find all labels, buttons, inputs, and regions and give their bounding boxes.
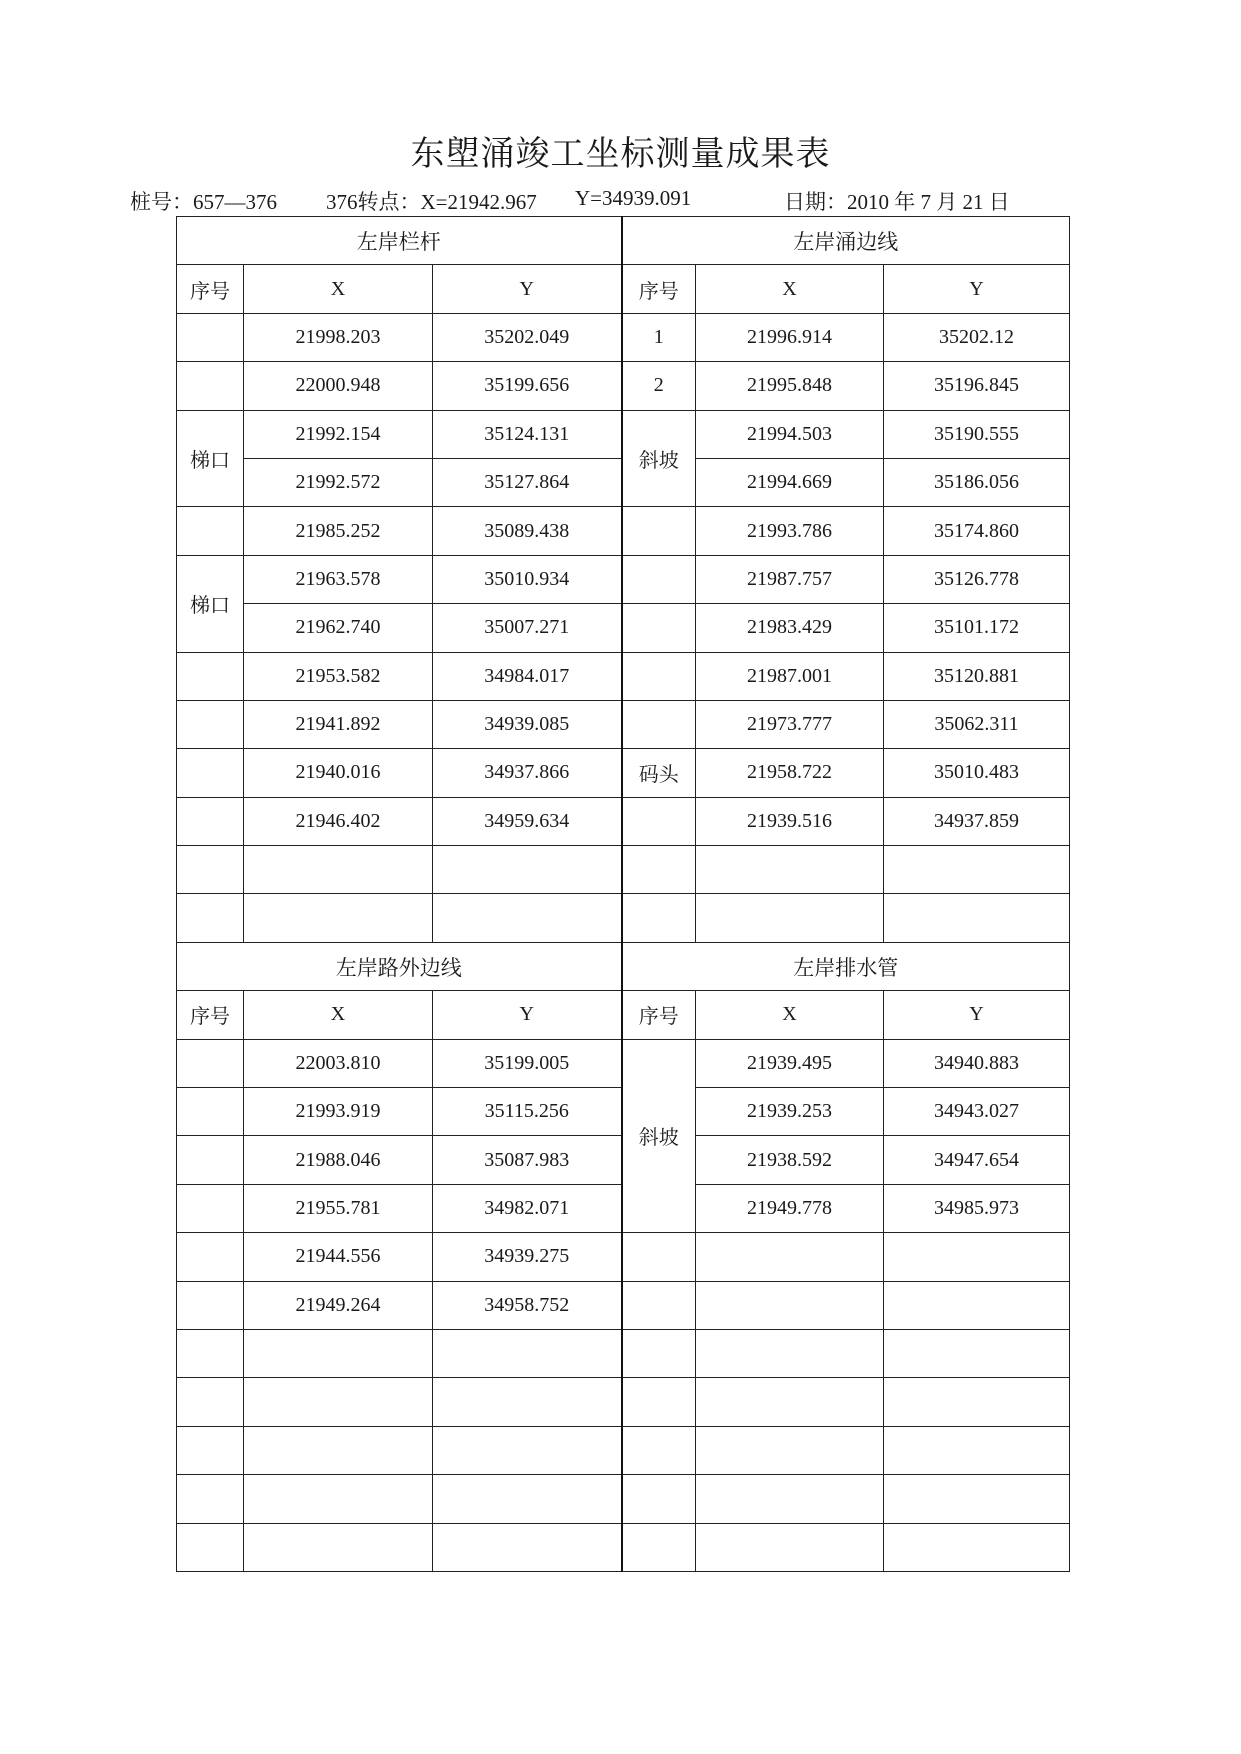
seq-cell: 梯口 (177, 410, 244, 507)
table-row (177, 362, 1070, 410)
y-cell: 34985.973 (884, 1184, 1070, 1232)
y-cell (884, 1329, 1070, 1377)
seq-cell: 梯口 (177, 555, 244, 652)
y-cell (433, 1329, 622, 1377)
x-cell: 21958.722 (696, 749, 884, 797)
column-header-row (177, 991, 1070, 1039)
column-header-seq: 序号 (622, 991, 696, 1039)
seq-cell (177, 1329, 244, 1377)
y-cell: 35199.656 (433, 362, 622, 410)
seq-cell (622, 1426, 696, 1474)
seq-cell (177, 1039, 244, 1087)
column-header-x: X (244, 265, 433, 313)
turn-point-x: 376转点：X=21942.967 (326, 190, 537, 214)
survey-results-table (176, 216, 1070, 1572)
x-cell: 21994.503 (696, 410, 884, 458)
table-row (177, 1233, 1070, 1281)
seq-cell (622, 1233, 696, 1281)
y-cell: 34947.654 (884, 1136, 1070, 1184)
y-cell: 34939.085 (433, 700, 622, 748)
x-cell: 21994.669 (696, 458, 884, 506)
y-cell: 35186.056 (884, 458, 1070, 506)
column-header-y: Y (433, 991, 622, 1039)
y-cell (433, 1426, 622, 1474)
section-title-left-drain-pipe: 左岸排水管 (622, 942, 1070, 990)
y-cell (884, 1281, 1070, 1329)
table-row (177, 894, 1070, 942)
y-cell: 35199.005 (433, 1039, 622, 1087)
seq-cell: 斜坡 (622, 1039, 696, 1233)
x-cell: 22000.948 (244, 362, 433, 410)
x-cell (696, 1378, 884, 1426)
seq-cell (177, 1088, 244, 1136)
seq-cell (622, 797, 696, 845)
seq-cell: 1 (622, 313, 696, 361)
seq-cell (177, 749, 244, 797)
seq-cell: 斜坡 (622, 410, 696, 507)
x-cell (696, 1281, 884, 1329)
y-cell: 35126.778 (884, 555, 1070, 603)
y-cell: 35087.983 (433, 1136, 622, 1184)
y-cell: 35202.12 (884, 313, 1070, 361)
x-cell: 22003.810 (244, 1039, 433, 1087)
x-cell: 21944.556 (244, 1233, 433, 1281)
x-cell (696, 1426, 884, 1474)
table-row (177, 313, 1070, 361)
column-header-y: Y (884, 991, 1070, 1039)
x-cell (696, 1523, 884, 1571)
y-cell (884, 894, 1070, 942)
x-cell (244, 846, 433, 894)
seq-cell (177, 1281, 244, 1329)
table-row (177, 555, 1070, 603)
column-header-y: Y (884, 265, 1070, 313)
x-cell: 21973.777 (696, 700, 884, 748)
y-cell: 35202.049 (433, 313, 622, 361)
x-cell: 21987.001 (696, 652, 884, 700)
seq-cell (177, 1184, 244, 1232)
y-cell (884, 846, 1070, 894)
x-cell (244, 1378, 433, 1426)
seq-cell (177, 362, 244, 410)
seq-cell (177, 1136, 244, 1184)
table-row (177, 1523, 1070, 1571)
seq-cell: 码头 (622, 749, 696, 797)
seq-cell (622, 1475, 696, 1523)
y-cell (884, 1426, 1070, 1474)
x-cell: 21939.495 (696, 1039, 884, 1087)
y-cell: 34937.866 (433, 749, 622, 797)
x-cell (696, 846, 884, 894)
pile-number: 桩号：657—376 (130, 190, 277, 214)
x-cell (244, 1475, 433, 1523)
seq-cell (177, 1475, 244, 1523)
y-cell: 35127.864 (433, 458, 622, 506)
seq-cell (622, 507, 696, 555)
x-cell (696, 1233, 884, 1281)
table-row (177, 1329, 1070, 1377)
y-cell: 34982.071 (433, 1184, 622, 1232)
x-cell: 21949.778 (696, 1184, 884, 1232)
y-cell (884, 1475, 1070, 1523)
x-cell: 21993.919 (244, 1088, 433, 1136)
y-cell (433, 1475, 622, 1523)
table-row (177, 604, 1070, 652)
column-header-x: X (696, 991, 884, 1039)
x-cell: 21938.592 (696, 1136, 884, 1184)
seq-cell (622, 1378, 696, 1426)
x-cell (696, 894, 884, 942)
y-cell: 34959.634 (433, 797, 622, 845)
survey-date: 日期：2010 年 7 月 21 日 (784, 190, 1010, 214)
table-row (177, 846, 1070, 894)
x-cell: 21940.016 (244, 749, 433, 797)
x-cell: 21941.892 (244, 700, 433, 748)
y-cell: 35101.172 (884, 604, 1070, 652)
table-row (177, 1281, 1070, 1329)
section-title-left-road-outer-edge: 左岸路外边线 (177, 942, 622, 990)
y-cell: 34958.752 (433, 1281, 622, 1329)
column-header-x: X (696, 265, 884, 313)
x-cell: 21985.252 (244, 507, 433, 555)
x-cell: 21939.516 (696, 797, 884, 845)
seq-cell (622, 1523, 696, 1571)
x-cell: 21949.264 (244, 1281, 433, 1329)
section-title-left-creek-edge: 左岸涌边线 (622, 217, 1070, 265)
x-cell: 21983.429 (696, 604, 884, 652)
y-cell: 35190.555 (884, 410, 1070, 458)
seq-cell (177, 894, 244, 942)
seq-cell (177, 1233, 244, 1281)
x-cell: 21992.154 (244, 410, 433, 458)
y-cell: 35010.483 (884, 749, 1070, 797)
seq-cell (177, 797, 244, 845)
y-cell (884, 1523, 1070, 1571)
y-cell: 35174.860 (884, 507, 1070, 555)
table-row (177, 1426, 1070, 1474)
x-cell: 21995.848 (696, 362, 884, 410)
y-cell: 34940.883 (884, 1039, 1070, 1087)
y-cell: 35115.256 (433, 1088, 622, 1136)
column-header-row (177, 265, 1070, 313)
x-cell (244, 1523, 433, 1571)
table-row (177, 1039, 1070, 1087)
x-cell: 21939.253 (696, 1088, 884, 1136)
section-title-left-railing: 左岸栏杆 (177, 217, 622, 265)
table-row (177, 749, 1070, 797)
seq-cell (622, 700, 696, 748)
table-row (177, 1378, 1070, 1426)
section-title-row (177, 217, 1070, 265)
x-cell: 21987.757 (696, 555, 884, 603)
y-cell (433, 1523, 622, 1571)
seq-cell (177, 313, 244, 361)
seq-cell (622, 846, 696, 894)
table-row (177, 797, 1070, 845)
x-cell (696, 1475, 884, 1523)
y-cell: 34984.017 (433, 652, 622, 700)
seq-cell: 2 (622, 362, 696, 410)
column-header-x: X (244, 991, 433, 1039)
table-row (177, 410, 1070, 458)
x-cell: 21962.740 (244, 604, 433, 652)
turn-point-y: Y=34939.091 (575, 186, 692, 210)
seq-cell (622, 1281, 696, 1329)
y-cell: 35007.271 (433, 604, 622, 652)
table-row (177, 700, 1070, 748)
column-header-y: Y (433, 265, 622, 313)
y-cell: 35124.131 (433, 410, 622, 458)
table-row (177, 1475, 1070, 1523)
y-cell (433, 1378, 622, 1426)
y-cell: 34939.275 (433, 1233, 622, 1281)
table-row (177, 507, 1070, 555)
x-cell (696, 1329, 884, 1377)
x-cell: 21993.786 (696, 507, 884, 555)
seq-cell (177, 1523, 244, 1571)
y-cell: 35120.881 (884, 652, 1070, 700)
section-title-row (177, 942, 1070, 990)
x-cell (244, 1329, 433, 1377)
x-cell (244, 894, 433, 942)
x-cell: 21946.402 (244, 797, 433, 845)
x-cell: 21953.582 (244, 652, 433, 700)
seq-cell (177, 1378, 244, 1426)
x-cell: 21955.781 (244, 1184, 433, 1232)
page-title: 东塱涌竣工坐标测量成果表 (410, 136, 831, 173)
table-row (177, 652, 1070, 700)
seq-cell (177, 1426, 244, 1474)
seq-cell (622, 652, 696, 700)
y-cell (433, 894, 622, 942)
seq-cell (177, 507, 244, 555)
seq-cell (177, 652, 244, 700)
seq-cell (622, 555, 696, 603)
seq-cell (622, 894, 696, 942)
seq-cell (622, 1329, 696, 1377)
y-cell (884, 1378, 1070, 1426)
seq-cell (622, 604, 696, 652)
x-cell (244, 1426, 433, 1474)
y-cell: 35062.311 (884, 700, 1070, 748)
y-cell: 35089.438 (433, 507, 622, 555)
y-cell: 35196.845 (884, 362, 1070, 410)
x-cell: 21996.914 (696, 313, 884, 361)
column-header-seq: 序号 (177, 991, 244, 1039)
y-cell (884, 1233, 1070, 1281)
seq-cell (177, 700, 244, 748)
x-cell: 21963.578 (244, 555, 433, 603)
seq-cell (177, 846, 244, 894)
x-cell: 21988.046 (244, 1136, 433, 1184)
x-cell: 21992.572 (244, 458, 433, 506)
y-cell: 34943.027 (884, 1088, 1070, 1136)
y-cell: 34937.859 (884, 797, 1070, 845)
column-header-seq: 序号 (177, 265, 244, 313)
y-cell (433, 846, 622, 894)
x-cell: 21998.203 (244, 313, 433, 361)
column-header-seq: 序号 (622, 265, 696, 313)
y-cell: 35010.934 (433, 555, 622, 603)
